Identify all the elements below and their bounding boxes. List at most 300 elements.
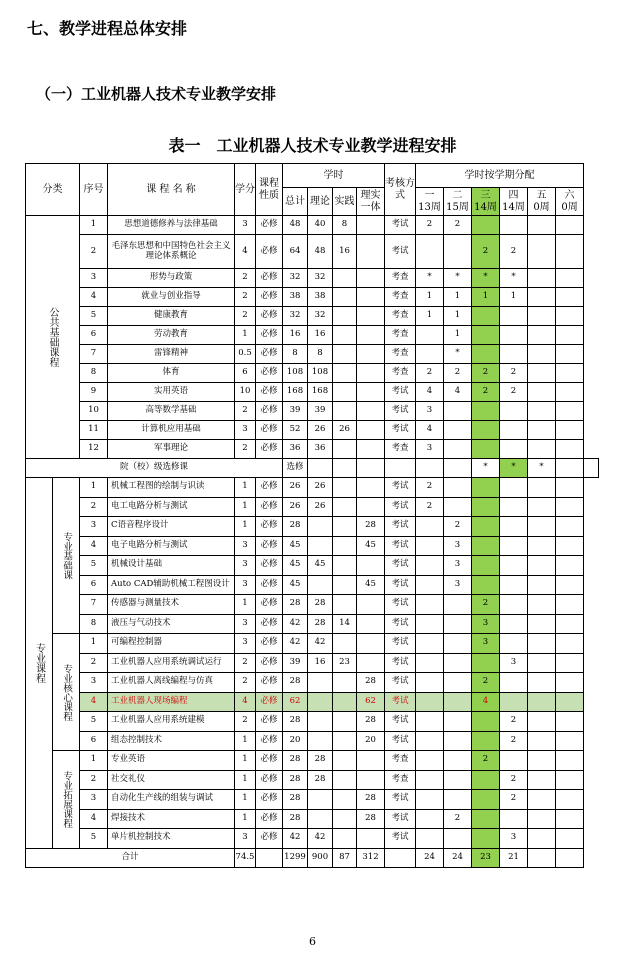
term-4-cell: [500, 402, 528, 421]
seq-cell: 5: [80, 556, 108, 576]
course-name-cell: 机械设计基础: [108, 556, 235, 576]
term-6-cell: [556, 216, 584, 235]
term-4-cell: 1: [500, 288, 528, 307]
term-2-cell: [444, 421, 472, 440]
term-5-cell: [528, 751, 556, 771]
practice-hours-cell: [333, 383, 357, 402]
practice-hours-cell: [333, 326, 357, 345]
term-1-cell: 1: [416, 288, 444, 307]
page-number: 6: [309, 935, 316, 948]
practice-hours-cell: [333, 517, 357, 537]
nature-cell: 必修: [256, 216, 283, 235]
seq-cell: 10: [80, 402, 108, 421]
credits-cell: 3: [235, 536, 256, 556]
term-1-cell: [444, 459, 472, 478]
nature-cell: 必修: [256, 326, 283, 345]
credits-cell: 4: [235, 692, 256, 712]
course-name-cell: 劳动教育: [108, 326, 235, 345]
term-2-cell: [444, 614, 472, 634]
nature-cell: 必修: [256, 692, 283, 712]
total-hours-cell: 28: [283, 595, 308, 615]
course-name-cell: 工业机器人应用系统调试运行: [108, 653, 235, 673]
theory-hours-cell: 32: [308, 269, 333, 288]
practice-hours-cell: 87: [333, 848, 357, 867]
term-2-cell: 1: [444, 307, 472, 326]
term-2-cell: [444, 829, 472, 849]
term-2-cell: 1: [444, 288, 472, 307]
integrated-hours-cell: [357, 556, 385, 576]
theory-hours-cell: 28: [308, 595, 333, 615]
term-2-cell: 3: [444, 556, 472, 576]
assessment-cell: 考查: [385, 770, 416, 790]
table-row: [26, 440, 599, 459]
term-3-cell: 2: [472, 751, 500, 771]
course-name-cell: 自动化生产线的组装与调试: [108, 790, 235, 810]
integrated-hours-cell: 312: [357, 848, 385, 867]
term-1-cell: [416, 345, 444, 364]
term-3-cell: [472, 809, 500, 829]
table-row: [26, 614, 599, 634]
term-1-cell: [416, 614, 444, 634]
total-hours-cell: 38: [283, 288, 308, 307]
term-3-cell: [472, 712, 500, 732]
term-4-cell: [500, 575, 528, 595]
assessment-cell: 考试: [385, 790, 416, 810]
term-5-cell: [528, 556, 556, 576]
credits-cell: 2: [235, 288, 256, 307]
table-row: [26, 770, 599, 790]
term-1-cell: [416, 712, 444, 732]
course-name-cell: 液压与气动技术: [108, 614, 235, 634]
assessment-cell: 考查: [385, 440, 416, 459]
term-1-cell: [416, 575, 444, 595]
header-assessment: 考核方式: [385, 164, 416, 216]
term-4-cell: 3: [500, 829, 528, 849]
term-5-cell: [528, 848, 556, 867]
table-row: [26, 364, 599, 383]
integrated-hours-cell: 28: [357, 809, 385, 829]
theory-hours-cell: 16: [308, 326, 333, 345]
practice-hours-cell: [333, 673, 357, 693]
empty-cell: [416, 459, 444, 478]
term-1-cell: [416, 673, 444, 693]
total-hours-cell: 32: [283, 307, 308, 326]
term-5-cell: [528, 536, 556, 556]
term-3-cell: 2: [472, 673, 500, 693]
seq-cell: 7: [80, 345, 108, 364]
term-5-cell: [528, 497, 556, 517]
theory-hours-cell: 26: [308, 497, 333, 517]
integrated-hours-cell: [357, 770, 385, 790]
total-hours-cell: 28: [283, 770, 308, 790]
total-hours-cell: 45: [283, 556, 308, 576]
total-hours-cell: 45: [283, 575, 308, 595]
course-name-cell: 计算机应用基础: [108, 421, 235, 440]
term-4-cell: [500, 421, 528, 440]
table-row: [26, 809, 599, 829]
seq-cell: 1: [80, 751, 108, 771]
integrated-hours-cell: 62: [357, 692, 385, 712]
term-4-cell: 2: [500, 790, 528, 810]
course-name-cell: 健康教育: [108, 307, 235, 326]
term-2-cell: *: [472, 459, 500, 478]
integrated-hours-cell: 28: [357, 712, 385, 732]
credits-cell: 1: [235, 517, 256, 537]
term-4-cell: 2: [500, 383, 528, 402]
course-name-cell: 机械工程图的绘制与识读: [108, 478, 235, 498]
practice-hours-cell: [333, 556, 357, 576]
term-1-cell: [416, 517, 444, 537]
course-name-cell: 毛泽东思想和中国特色社会主义理论体系概论: [108, 235, 235, 269]
assessment-cell: 考试: [385, 634, 416, 654]
course-name-cell: 组态控制技术: [108, 731, 235, 751]
assessment-cell: 考试: [385, 497, 416, 517]
credits-cell: 1: [235, 770, 256, 790]
nature-cell: [256, 848, 283, 867]
term-4-cell: *: [528, 459, 556, 478]
integrated-hours-cell: [357, 383, 385, 402]
term-6-cell: [556, 478, 584, 498]
credits-cell: 2: [235, 402, 256, 421]
subcategory-1: 专业基础课: [53, 478, 80, 634]
header-category: 分类: [26, 164, 80, 216]
term-2-cell: 2: [444, 364, 472, 383]
header-nature: 课程性质: [256, 164, 283, 216]
term-4-cell: [500, 634, 528, 654]
theory-hours-cell: [308, 536, 333, 556]
assessment-cell: 考试: [385, 383, 416, 402]
course-name-cell: 实用英语: [108, 383, 235, 402]
course-name-cell: 单片机控制技术: [108, 829, 235, 849]
practice-hours-cell: 16: [333, 235, 357, 269]
nature-cell: 必修: [256, 634, 283, 654]
total-hours-cell: 20: [283, 731, 308, 751]
theory-hours-cell: 48: [308, 235, 333, 269]
assessment-cell: 考查: [385, 288, 416, 307]
total-hours-cell: 45: [283, 536, 308, 556]
theory-hours-cell: [308, 809, 333, 829]
term-2-cell: [444, 497, 472, 517]
integrated-hours-cell: [357, 614, 385, 634]
term-1-cell: 3: [416, 402, 444, 421]
table-row: [26, 326, 599, 345]
term-4-cell: 2: [500, 235, 528, 269]
term-5-cell: [528, 595, 556, 615]
seq-cell: 1: [80, 634, 108, 654]
teaching-schedule-table: [25, 163, 599, 868]
term-5-cell: [528, 383, 556, 402]
term-6-cell: [556, 848, 584, 867]
practice-hours-cell: [333, 345, 357, 364]
integrated-hours-cell: 45: [357, 536, 385, 556]
term-4-cell: 2: [500, 712, 528, 732]
integrated-hours-cell: [357, 364, 385, 383]
total-hours-cell: 48: [283, 216, 308, 235]
theory-hours-cell: 26: [308, 421, 333, 440]
table-row: [26, 235, 599, 269]
credits-cell: 3: [235, 575, 256, 595]
term-5-cell: [528, 809, 556, 829]
category-professional: 专业课程: [26, 478, 53, 849]
subsection-title: （一）工业机器人技术专业教学安排: [36, 85, 277, 103]
practice-hours-cell: [333, 809, 357, 829]
nature-cell: 选修: [283, 459, 308, 478]
total-hours-cell: 39: [283, 653, 308, 673]
term-1-cell: [416, 829, 444, 849]
header-term-6: [556, 188, 584, 216]
assessment-cell: 考试: [385, 556, 416, 576]
seq-cell: 3: [80, 269, 108, 288]
integrated-hours-cell: [357, 751, 385, 771]
assessment-cell: 考试: [385, 614, 416, 634]
total-hours-cell: 8: [283, 345, 308, 364]
integrated-hours-cell: [357, 345, 385, 364]
term-6-cell: [556, 653, 584, 673]
theory-hours-cell: 26: [308, 478, 333, 498]
nature-cell: 必修: [256, 751, 283, 771]
term-6-cell: [556, 751, 584, 771]
term-6-cell: [556, 614, 584, 634]
assessment-cell: 考试: [385, 536, 416, 556]
term-3-cell: [472, 731, 500, 751]
table-row: [26, 497, 599, 517]
nature-cell: 必修: [256, 517, 283, 537]
course-name-cell: 电工电路分析与测试: [108, 497, 235, 517]
assessment-cell: [385, 848, 416, 867]
seq-cell: 1: [80, 216, 108, 235]
nature-cell: 必修: [256, 440, 283, 459]
integrated-hours-cell: 45: [357, 575, 385, 595]
term-weeks: 14周: [502, 201, 525, 213]
term-5-cell: [528, 345, 556, 364]
credits-cell: 1: [235, 809, 256, 829]
term-5-cell: [556, 459, 584, 478]
term-name: 六: [564, 190, 575, 201]
term-4-cell: 3: [500, 653, 528, 673]
practice-hours-cell: [333, 402, 357, 421]
term-3-cell: 2: [472, 364, 500, 383]
seq-cell: 2: [80, 497, 108, 517]
term-3-cell: [472, 478, 500, 498]
term-weeks: 14周: [474, 201, 497, 213]
credits-cell: 0.5: [235, 345, 256, 364]
term-2-cell: *: [444, 269, 472, 288]
theory-hours-cell: [308, 575, 333, 595]
assessment-cell: 考试: [385, 478, 416, 498]
table-row: [26, 307, 599, 326]
term-1-cell: 2: [416, 497, 444, 517]
nature-cell: 必修: [256, 235, 283, 269]
theory-hours-cell: [308, 712, 333, 732]
seq-cell: 7: [80, 595, 108, 615]
elective-name-cell: 院（校）级选修课: [26, 459, 283, 478]
nature-cell: 必修: [256, 731, 283, 751]
credits-cell: 3: [235, 634, 256, 654]
term-6-cell: [556, 517, 584, 537]
integrated-hours-cell: 28: [357, 673, 385, 693]
practice-hours-cell: [333, 595, 357, 615]
term-4-cell: [500, 517, 528, 537]
seq-cell: 5: [80, 712, 108, 732]
nature-cell: 必修: [256, 575, 283, 595]
nature-cell: 必修: [256, 364, 283, 383]
table-row: [26, 653, 599, 673]
term-1-cell: 4: [416, 383, 444, 402]
header-hours: 学时: [283, 164, 385, 188]
category-public-basic: 公共基础课程: [26, 216, 80, 459]
term-4-cell: [500, 478, 528, 498]
term-4-cell: *: [500, 269, 528, 288]
nature-cell: 必修: [256, 673, 283, 693]
term-2-cell: 3: [444, 536, 472, 556]
term-4-cell: [500, 614, 528, 634]
credits-cell: 2: [235, 673, 256, 693]
term-4-cell: [500, 556, 528, 576]
term-5-cell: [528, 235, 556, 269]
theory-hours-cell: 45: [308, 556, 333, 576]
practice-hours-cell: [333, 634, 357, 654]
term-6-cell: [556, 634, 584, 654]
header-term-1: [416, 188, 444, 216]
term-6-cell: [556, 383, 584, 402]
empty-cell: [385, 459, 416, 478]
table-row: [26, 536, 599, 556]
seq-cell: 2: [80, 770, 108, 790]
theory-hours-cell: 39: [308, 402, 333, 421]
term-1-cell: 2: [416, 364, 444, 383]
term-1-cell: 2: [416, 478, 444, 498]
term-weeks: 15周: [446, 201, 469, 213]
term-2-cell: [444, 402, 472, 421]
term-6-cell: [556, 421, 584, 440]
total-hours-cell: 168: [283, 383, 308, 402]
seq-cell: 2: [80, 653, 108, 673]
term-4-cell: 2: [500, 364, 528, 383]
total-hours-cell: 28: [283, 790, 308, 810]
credits-cell: 1: [235, 731, 256, 751]
term-3-cell: [472, 536, 500, 556]
term-3-cell: [472, 421, 500, 440]
seq-cell: 4: [80, 288, 108, 307]
term-3-cell: 2: [472, 235, 500, 269]
nature-cell: 必修: [256, 421, 283, 440]
total-hours-cell: 108: [283, 364, 308, 383]
nature-cell: 必修: [256, 307, 283, 326]
integrated-hours-cell: [357, 216, 385, 235]
term-5-cell: [528, 478, 556, 498]
term-6-cell: [556, 235, 584, 269]
integrated-hours-cell: 20: [357, 731, 385, 751]
assessment-cell: 考试: [385, 692, 416, 712]
term-3-cell: 4: [472, 692, 500, 712]
term-4-cell: [500, 595, 528, 615]
assessment-cell: 考试: [385, 595, 416, 615]
term-1-cell: [416, 536, 444, 556]
seq-cell: 12: [80, 440, 108, 459]
term-3-cell: [472, 326, 500, 345]
course-name-cell: 工业机器人现场编程: [108, 692, 235, 712]
course-name-cell: Auto CAD辅助机械工程图设计: [108, 575, 235, 595]
header-distribution: 学时按学期分配: [416, 164, 584, 188]
nature-cell: 必修: [256, 829, 283, 849]
table-row: [26, 478, 599, 498]
theory-hours-cell: 8: [308, 345, 333, 364]
course-name-cell: 就业与创业指导: [108, 288, 235, 307]
term-4-cell: 2: [500, 731, 528, 751]
table-row: [26, 556, 599, 576]
nature-cell: 必修: [256, 770, 283, 790]
course-name-cell: 高等数学基础: [108, 402, 235, 421]
term-5-cell: [528, 653, 556, 673]
theory-hours-cell: [308, 692, 333, 712]
assessment-cell: 考试: [385, 809, 416, 829]
term-1-cell: *: [416, 269, 444, 288]
term-3-cell: [472, 440, 500, 459]
term-5-cell: [528, 440, 556, 459]
practice-hours-cell: [333, 440, 357, 459]
nature-cell: 必修: [256, 595, 283, 615]
nature-cell: 必修: [256, 653, 283, 673]
term-6-cell: [556, 326, 584, 345]
integrated-hours-cell: 28: [357, 517, 385, 537]
term-3-cell: [472, 829, 500, 849]
credits-cell: 2: [235, 269, 256, 288]
header-term-4: [500, 188, 528, 216]
integrated-hours-cell: [357, 235, 385, 269]
course-name-cell: 思想道德修养与法律基础: [108, 216, 235, 235]
seq-cell: 8: [80, 614, 108, 634]
assessment-cell: 考试: [385, 421, 416, 440]
term-3-cell: [472, 497, 500, 517]
totals-row: [26, 848, 599, 867]
term-1-cell: [416, 556, 444, 576]
total-hours-cell: 42: [283, 829, 308, 849]
term-1-cell: 24: [416, 848, 444, 867]
header-theory: 理论: [308, 188, 333, 216]
header-credits: 学分: [235, 164, 256, 216]
table-row: [26, 269, 599, 288]
term-2-cell: [444, 440, 472, 459]
term-3-cell: 1: [472, 288, 500, 307]
course-name-cell: 体育: [108, 364, 235, 383]
term-weeks: 13周: [418, 201, 441, 213]
practice-hours-cell: [333, 829, 357, 849]
term-6-cell: [556, 402, 584, 421]
term-4-cell: [500, 692, 528, 712]
integrated-hours-cell: [357, 478, 385, 498]
term-2-cell: [444, 770, 472, 790]
credits-cell: 2: [235, 653, 256, 673]
table-row: [26, 288, 599, 307]
integrated-hours-cell: [357, 634, 385, 654]
assessment-cell: 考试: [385, 673, 416, 693]
total-hours-cell: 64: [283, 235, 308, 269]
term-2-cell: [444, 673, 472, 693]
course-name-cell: 军事理论: [108, 440, 235, 459]
course-name-cell: 专业英语: [108, 751, 235, 771]
term-3-cell: 3: [472, 614, 500, 634]
totals-label-cell: 合计: [26, 848, 235, 867]
term-2-cell: [444, 712, 472, 732]
seq-cell: 3: [80, 517, 108, 537]
practice-hours-cell: 23: [333, 653, 357, 673]
term-5-cell: [528, 731, 556, 751]
total-hours-cell: 32: [283, 269, 308, 288]
seq-cell: 1: [80, 478, 108, 498]
seq-cell: 11: [80, 421, 108, 440]
integrated-hours-cell: [357, 421, 385, 440]
practice-hours-cell: [333, 536, 357, 556]
